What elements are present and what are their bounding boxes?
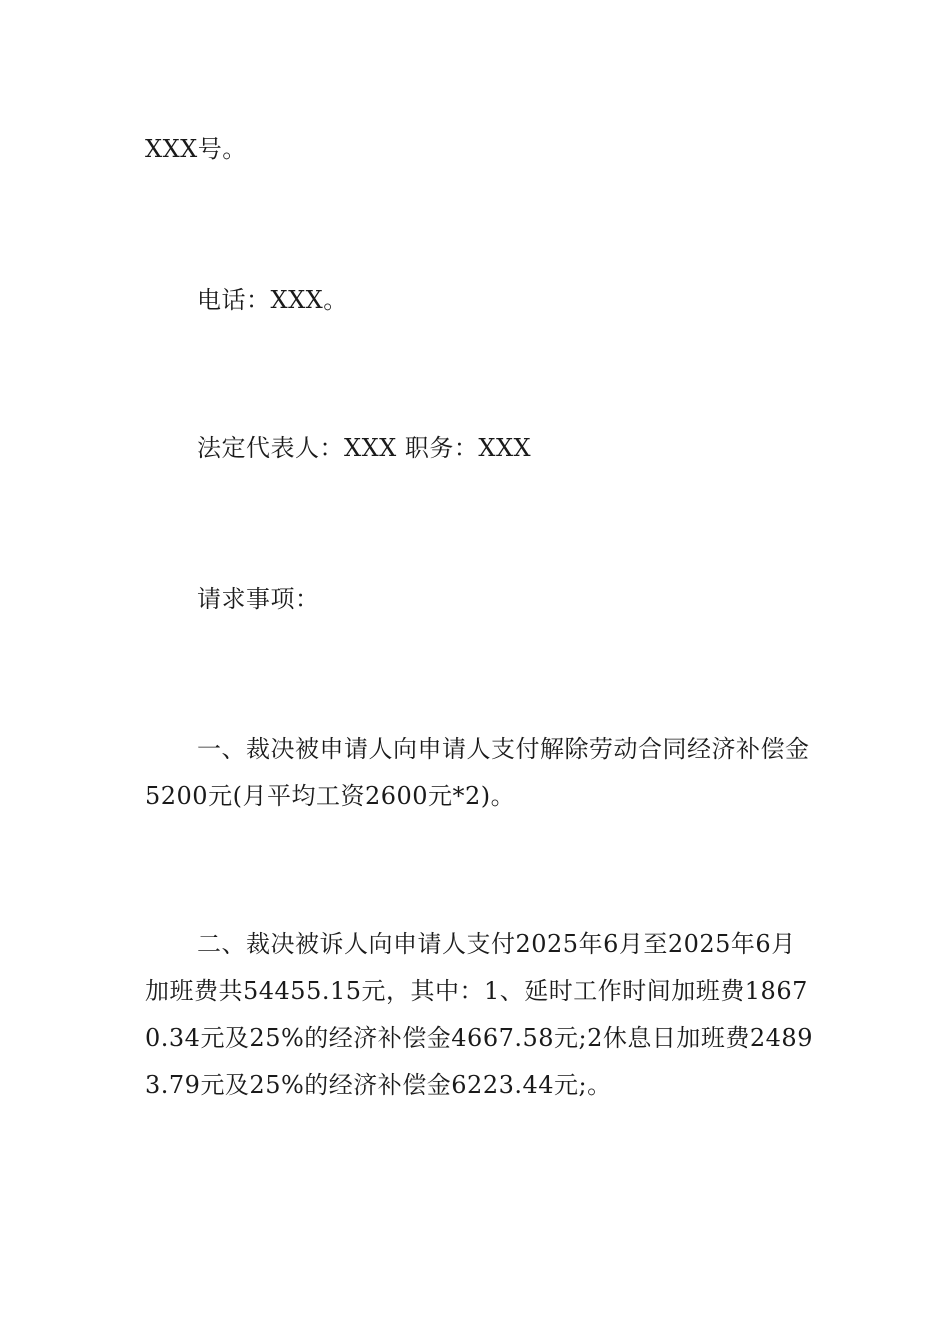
claim-item-1: 一、裁决被申请人向申请人支付解除劳动合同经济补偿金5200元(月平均工资2600元*2)。 [145,735,810,810]
phone-paragraph: 电话：XXX。 [197,286,348,314]
claims-heading: 请求事项： [197,585,320,613]
claim-item-2: 二、裁决被诉人向申请人支付2025年6月至2025年6月加班费共54455.15元，其中：1、延时工作时间加班费18670.34元及25%的经济补偿金4667.58元;2休息日加班费24893.79元及25%的经济补偿金6223.44元;。 [145,930,813,1099]
address-tail-paragraph: XXX号。 [145,135,247,163]
legal-representative-paragraph: 法定代表人：XXX 职务：XXX [197,434,532,462]
